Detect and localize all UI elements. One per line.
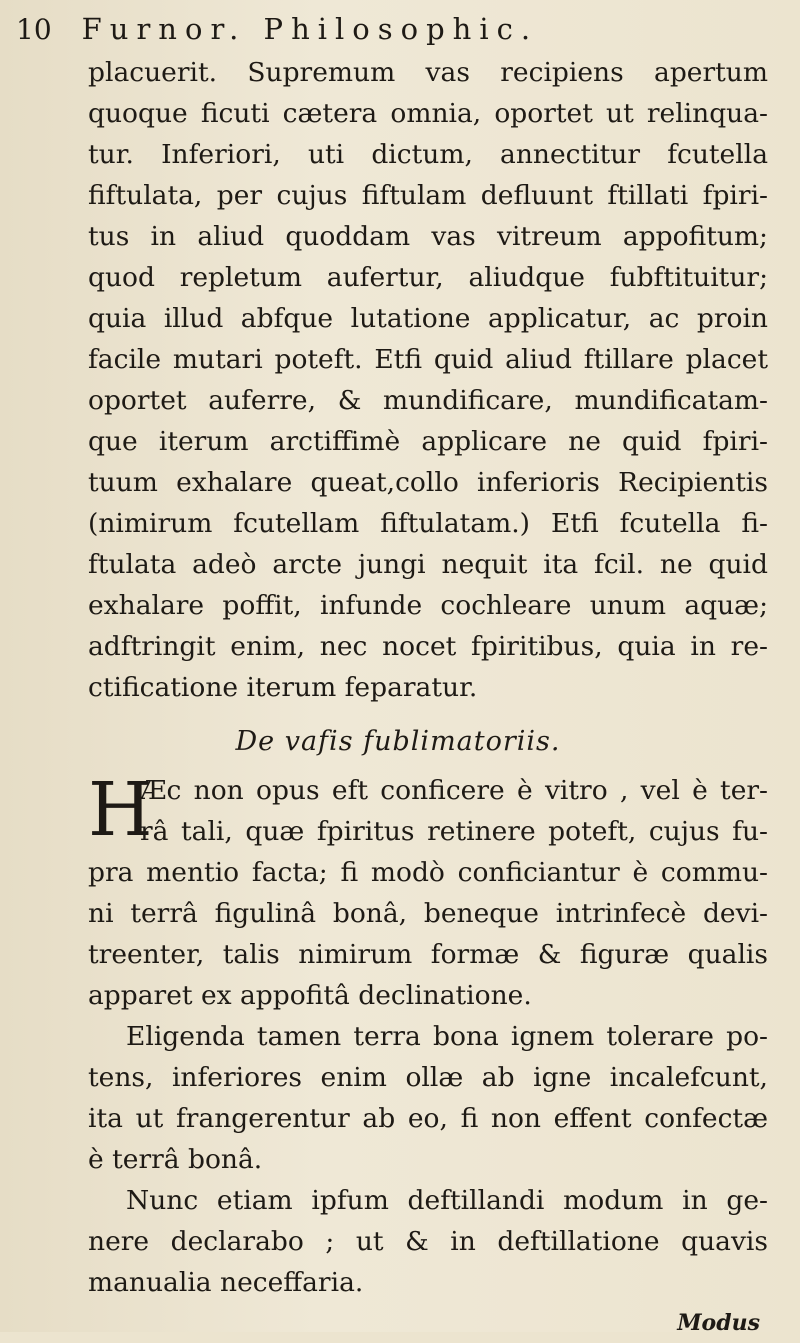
- text-line: ftulata adeò arcte jungi nequit ita fcil. ne quid: [88, 549, 768, 580]
- text-line: râ tali, quæ fpiritus retinere poteft, cujus fu-: [140, 816, 768, 847]
- text-line: ni terrâ figulinâ bonâ, beneque intrinfecè devi-: [88, 898, 768, 929]
- paragraph-method: [88, 1180, 768, 1303]
- text-line: treenter, talis nimirum formæ & figuræ qualis: [88, 939, 768, 970]
- text-line: Nunc etiam ipfum deftillandi modum in ge-: [126, 1185, 768, 1216]
- text-line: tens, inferiores enim ollæ ab igne incalefcunt,: [88, 1062, 768, 1093]
- paragraph-distillation: [88, 52, 768, 708]
- paragraph-sublimatory-vessels: [88, 767, 768, 1016]
- text-line: fiftulata, per cujus fiftulam defluunt ftillati fpiri-: [88, 180, 768, 211]
- text-line: tus in aliud quoddam vas vitreum appofitum;: [88, 221, 768, 252]
- body-text: [88, 52, 768, 1343]
- text-line: exhalare poffit, infunde cochleare unum aquæ;: [88, 590, 768, 621]
- text-line: pra mentio facta; fi modò conficiantur è commu-: [88, 857, 768, 888]
- text-line: placuerit. Supremum vas recipiens apertum: [88, 57, 768, 88]
- running-head: [16, 6, 780, 52]
- text-line: nere declarabo ; ut & in deftillatione quavis: [88, 1226, 768, 1257]
- section-heading: De vafis fublimatoriis.: [235, 726, 561, 757]
- text-line: quoque ficuti cætera omnia, oportet ut relinqua-: [88, 98, 768, 129]
- paragraph-earth: [88, 1016, 768, 1180]
- text-line: Æc non opus eft conficere è vitro , vel è ter-: [140, 775, 768, 806]
- text-line: manualia neceffaria.: [88, 1267, 364, 1298]
- drop-cap: H: [88, 767, 153, 853]
- text-line: apparet ex appofitâ declinatione.: [88, 980, 532, 1011]
- page-number: 10: [16, 12, 52, 46]
- text-line: tur. Inferiori, uti dictum, annectitur fcutella: [88, 139, 768, 170]
- text-line: ita ut frangerentur ab eo, fi non effent confectæ: [88, 1103, 768, 1134]
- text-line: (nimirum fcutellam fiftulatam.) Etfi fcutella fi-: [88, 508, 768, 539]
- running-title: Furnor. Philosophic.: [81, 12, 539, 46]
- text-line: Eligenda tamen terra bona ignem tolerare po-: [126, 1021, 768, 1052]
- text-line: tuum exhalare queat,collo inferioris Recipientis: [88, 467, 768, 498]
- text-line: facile mutari poteft. Etfi quid aliud ftillare placet: [88, 344, 768, 375]
- text-line: quod repletum aufertur, aliudque fubftituitur;: [88, 262, 768, 293]
- text-line: è terrâ bonâ.: [88, 1144, 263, 1175]
- catchword: Modus: [677, 1310, 760, 1336]
- text-line: quia illud abfque lutatione applicatur, ac proin: [88, 303, 768, 334]
- text-line: que iterum arctiffimè applicare ne quid fpiri-: [88, 426, 768, 457]
- text-line: adftringit enim, nec nocet fpiritibus, quia in re-: [88, 631, 768, 662]
- text-line: oportet auferre, & mundificare, mundificatam-: [88, 385, 768, 416]
- text-line: ctificatione iterum feparatur.: [88, 672, 478, 703]
